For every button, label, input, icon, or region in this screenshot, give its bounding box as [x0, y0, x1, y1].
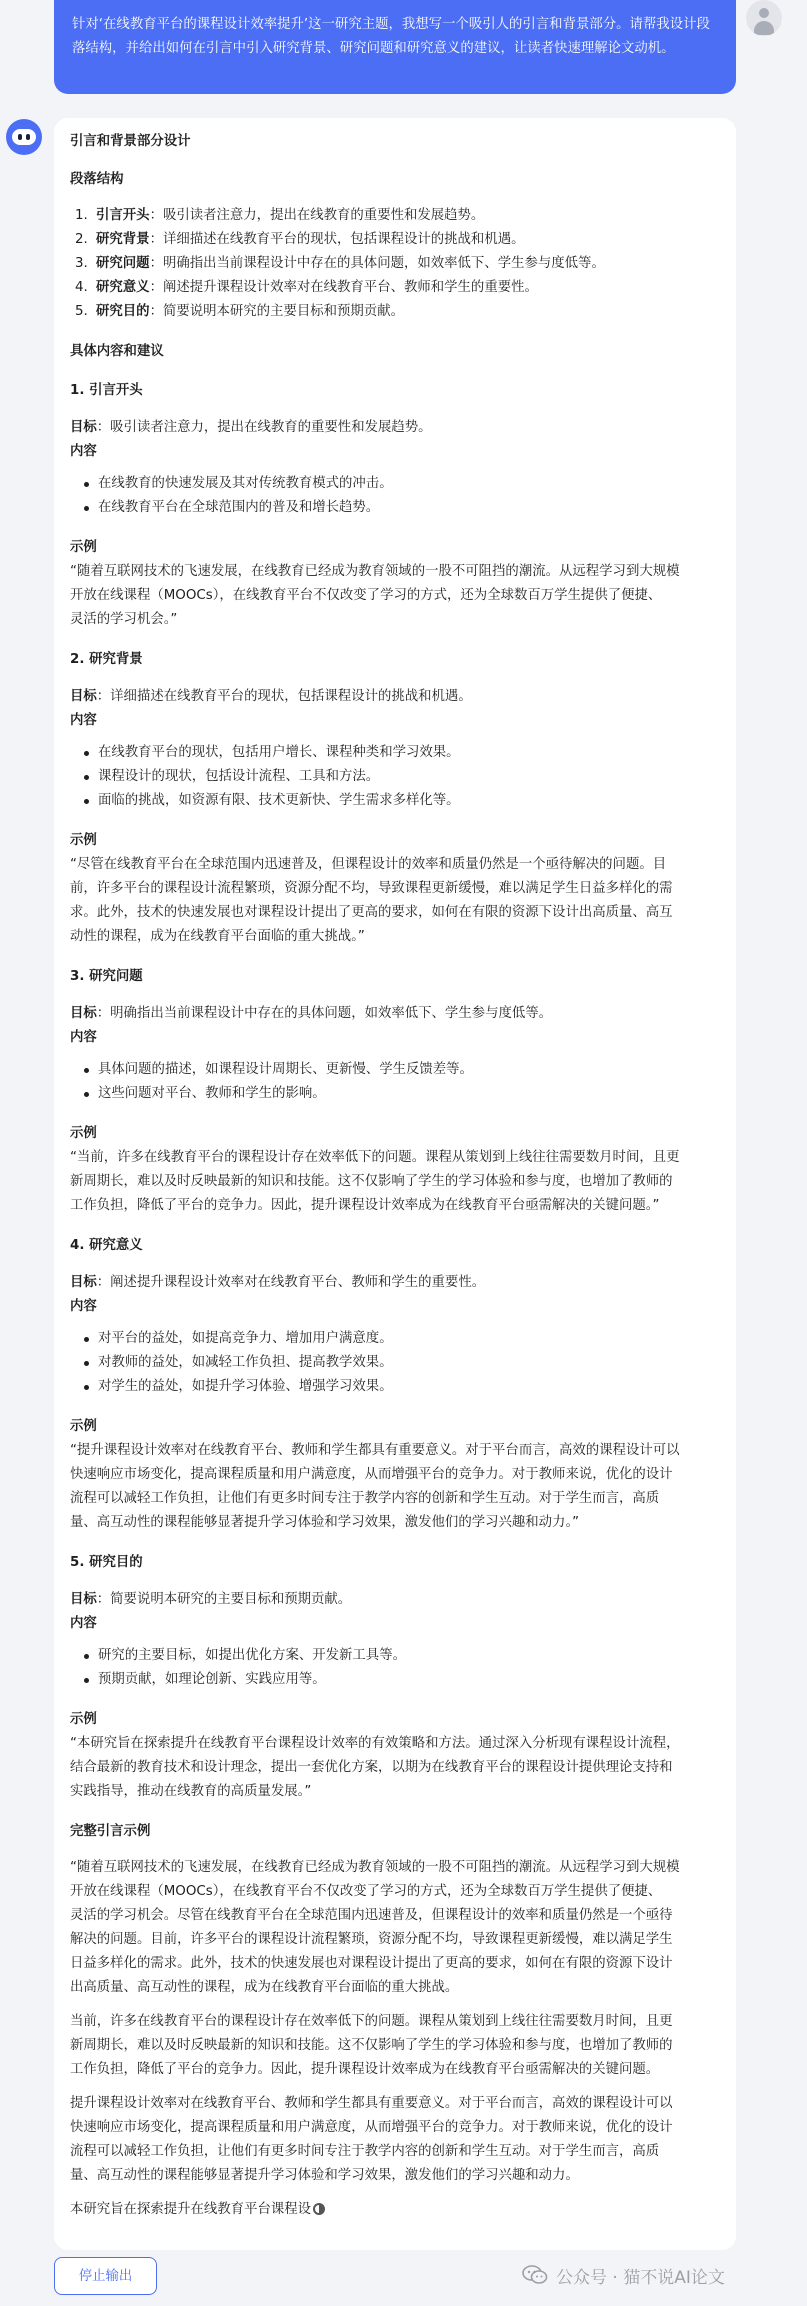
content-list — [70, 472, 718, 520]
list-item: 课程设计的现状，包括设计流程、工具和方法。 — [98, 765, 718, 789]
full-example-line: 当前，许多在线教育平台的课程设计存在效率低下的问题。课程从策划到上线往往需要数月时间，且更 — [70, 2014, 673, 2029]
assistant-answer-card — [54, 118, 736, 2250]
example-line: 开放在线课程（MOOCs），在线教育平台不仅改变了学习的方式，还为全球数百万学生提供了便捷、 — [70, 588, 662, 603]
full-example-line: 量、高互动性的课程能够显著提升学习体验和学习效果，激发他们的学习兴趣和动力。 — [70, 2168, 579, 2183]
structure-heading: 段落结构 — [70, 172, 124, 187]
content-list — [70, 1058, 718, 1106]
watermark-text: 公众号 · 猫不说AI论文 — [556, 2267, 725, 2288]
example-line: 量、高互动性的课程能够显著提升学习体验和学习效果，激发他们的学习兴趣和动力。” — [70, 1515, 580, 1530]
section-goal: 目标：吸引读者注意力，提出在线教育的重要性和发展趋势。 — [70, 420, 432, 435]
full-example-heading: 完整引言示例 — [70, 1824, 151, 1839]
list-item: 具体问题的描述，如课程设计周期长、更新慢、学生反馈差等。 — [98, 1058, 718, 1082]
loading-spinner-icon — [313, 2203, 325, 2215]
list-item: 研究的主要目标，如提出优化方案、开发新工具等。 — [98, 1644, 718, 1668]
content-label: 内容 — [70, 1299, 97, 1314]
content-label: 内容 — [70, 713, 97, 728]
list-item: 在线教育平台在全球范围内的普及和增长趋势。 — [98, 496, 718, 520]
streaming-line: 本研究旨在探索提升在线教育平台课程设 — [70, 2198, 718, 2222]
example-line: 灵活的学习机会。” — [70, 612, 178, 627]
example-label: 示例 — [70, 1712, 97, 1727]
section-goal: 目标：简要说明本研究的主要目标和预期贡献。 — [70, 1592, 352, 1607]
content-label: 内容 — [70, 1616, 97, 1631]
section-heading-problem: 3. 研究问题 — [70, 969, 143, 984]
example-label: 示例 — [70, 1419, 97, 1434]
section-heading-intro: 1. 引言开头 — [70, 383, 143, 398]
example-line: “当前，许多在线教育平台的课程设计存在效率低下的问题。课程从策划到上线往往需要数月时间，且更 — [70, 1150, 680, 1165]
wechat-icon — [522, 2265, 548, 2285]
full-example-line: 日益多样化的需求。此外，技术的快速发展也对课程设计提出了更高的要求，如何在有限的资源下设计 — [70, 1956, 673, 1971]
structure-list — [70, 204, 718, 324]
assistant-avatar-icon — [6, 119, 42, 155]
example-line: 实践指导，推动在线教育的高质量发展。” — [70, 1784, 312, 1799]
full-example-line: 工作负担，降低了平台的竞争力。因此，提升课程设计效率成为在线教育平台亟需解决的关键问题。 — [70, 2062, 660, 2077]
user-message-row — [0, 0, 807, 100]
section-heading-significance: 4. 研究意义 — [70, 1238, 143, 1253]
section-heading-purpose: 5. 研究目的 — [70, 1555, 143, 1570]
example-line: 工作负担，降低了平台的竞争力。因此，提升课程设计效率成为在线教育平台亟需解决的关键问题。” — [70, 1198, 660, 1213]
user-message-bubble — [54, 0, 736, 94]
watermark — [522, 2260, 725, 2290]
full-example-line: 灵活的学习机会。尽管在线教育平台在全球范围内迅速普及，但课程设计的效率和质量仍然是一个亟待 — [70, 1908, 673, 1923]
example-label: 示例 — [70, 833, 97, 848]
section-goal: 目标：明确指出当前课程设计中存在的具体问题，如效率低下、学生参与度低等。 — [70, 1006, 553, 1021]
content-list — [70, 1327, 718, 1399]
content-list — [70, 741, 718, 813]
section-goal: 目标：阐述提升课程设计效率对在线教育平台、教师和学生的重要性。 — [70, 1275, 486, 1290]
list-item: 预期贡献，如理论创新、实践应用等。 — [98, 1668, 718, 1692]
full-example-line: 提升课程设计效率对在线教育平台、教师和学生都具有重要意义。对于平台而言，高效的课程设计可以 — [70, 2096, 673, 2111]
list-item: 在线教育的快速发展及其对传统教育模式的冲击。 — [98, 472, 718, 496]
example-line: “随着互联网技术的飞速发展，在线教育已经成为教育领域的一股不可阻挡的潮流。从远程学习到大规模 — [70, 564, 680, 579]
full-example-line: 解决的问题。目前，许多平台的课程设计流程繁琐，资源分配不均，导致课程更新缓慢，难以满足学生 — [70, 1932, 673, 1947]
full-example-line: 快速响应市场变化，提高课程质量和用户满意度，从而增强平台的竞争力。对于教师来说，优化的设计 — [70, 2120, 673, 2135]
content-label: 内容 — [70, 1030, 97, 1045]
structure-item: 1. 引言开头：吸引读者注意力，提出在线教育的重要性和发展趋势。 — [92, 204, 718, 228]
content-list — [70, 1644, 718, 1692]
full-example-line: 流程可以减轻工作负担，让他们有更多时间专注于教学内容的创新和学生互动。对于学生而言，高质 — [70, 2144, 660, 2159]
full-example-line: “随着互联网技术的飞速发展，在线教育已经成为教育领域的一股不可阻挡的潮流。从远程学习到大规模 — [70, 1860, 680, 1875]
example-line: 动性的课程，成为在线教育平台面临的重大挑战。” — [70, 929, 365, 944]
list-item: 对教师的益处，如减轻工作负担、提高教学效果。 — [98, 1351, 718, 1375]
user-message-text: 针对‘在线教育平台的课程设计效率提升’这一研究主题，我想写一个吸引人的引言和背景部分。请帮我设计段落结构，并给出如何在引言中引入研究背景、研究问题和研究意义的建议，让读者快速理解论文动机。 — [72, 17, 710, 56]
section-goal: 目标：详细描述在线教育平台的现状，包括课程设计的挑战和机遇。 — [70, 689, 472, 704]
example-line: 新周期长，难以及时反映最新的知识和技能。这不仅影响了学生的学习体验和参与度，也增加了教师的 — [70, 1174, 673, 1189]
answer-title: 引言和背景部分设计 — [70, 134, 191, 149]
user-avatar — [746, 0, 782, 36]
list-item: 面临的挑战，如资源有限、技术更新快、学生需求多样化等。 — [98, 789, 718, 813]
details-heading: 具体内容和建议 — [70, 344, 164, 359]
example-line: 结合最新的教育技术和设计理念，提出一套优化方案，以期为在线教育平台的课程设计提供理论支持和 — [70, 1760, 673, 1775]
example-label: 示例 — [70, 540, 97, 555]
list-item: 在线教育平台的现状，包括用户增长、课程种类和学习效果。 — [98, 741, 718, 765]
full-example-line: 出高质量、高互动性的课程，成为在线教育平台面临的重大挑战。 — [70, 1980, 459, 1995]
full-example-line: 新周期长，难以及时反映最新的知识和技能。这不仅影响了学生的学习体验和参与度，也增加了教师的 — [70, 2038, 673, 2053]
list-item: 对学生的益处，如提升学习体验、增强学习效果。 — [98, 1375, 718, 1399]
list-item: 对平台的益处，如提高竞争力、增加用户满意度。 — [98, 1327, 718, 1351]
example-line: “尽管在线教育平台在全球范围内迅速普及，但课程设计的效率和质量仍然是一个亟待解决的问题。目 — [70, 857, 667, 872]
example-line: 求。此外，技术的快速发展也对课程设计提出了更高的要求，如何在有限的资源下设计出高质量、高互 — [70, 905, 673, 920]
list-item: 这些问题对平台、教师和学生的影响。 — [98, 1082, 718, 1106]
section-heading-background: 2. 研究背景 — [70, 652, 143, 667]
example-line: “本研究旨在探索提升在线教育平台课程设计效率的有效策略和方法。通过深入分析现有课程设计流程， — [70, 1736, 680, 1751]
stop-output-button[interactable]: 停止输出 — [54, 2257, 157, 2295]
full-example-line: 开放在线课程（MOOCs），在线教育平台不仅改变了学习的方式，还为全球数百万学生提供了便捷、 — [70, 1884, 662, 1899]
example-line: 前，许多平台的课程设计流程繁琐，资源分配不均，导致课程更新缓慢，难以满足学生日益多样化的需 — [70, 881, 673, 896]
structure-item: 3. 研究问题：明确指出当前课程设计中存在的具体问题，如效率低下、学生参与度低等。 — [92, 252, 718, 276]
structure-item: 2. 研究背景：详细描述在线教育平台的现状，包括课程设计的挑战和机遇。 — [92, 228, 718, 252]
example-line: 流程可以减轻工作负担，让他们有更多时间专注于教学内容的创新和学生互动。对于学生而言，高质 — [70, 1491, 660, 1506]
example-line: “提升课程设计效率对在线教育平台、教师和学生都具有重要意义。对于平台而言，高效的课程设计可以 — [70, 1443, 680, 1458]
structure-item: 4. 研究意义：阐述提升课程设计效率对在线教育平台、教师和学生的重要性。 — [92, 276, 718, 300]
structure-item: 5. 研究目的：简要说明本研究的主要目标和预期贡献。 — [92, 300, 718, 324]
example-line: 快速响应市场变化，提高课程质量和用户满意度，从而增强平台的竞争力。对于教师来说，优化的设计 — [70, 1467, 673, 1482]
example-label: 示例 — [70, 1126, 97, 1141]
content-label: 内容 — [70, 444, 97, 459]
